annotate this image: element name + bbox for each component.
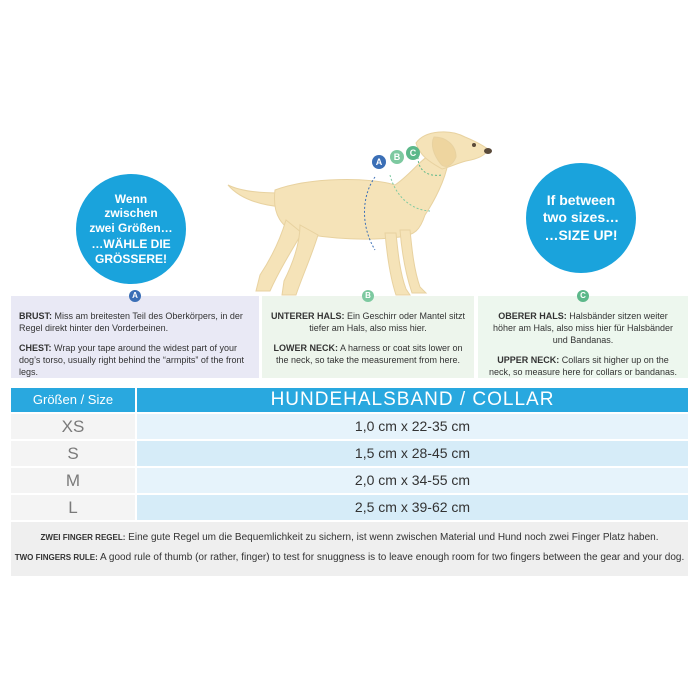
rule-en (11, 552, 688, 563)
panel-b-en (270, 342, 466, 366)
panel-c-en-label: UPPER NECK: (497, 355, 560, 365)
table-row (11, 414, 688, 439)
panel-a-de (19, 310, 251, 334)
bubble-de-line2: zwischen (104, 206, 158, 221)
panel-a-de-label: BRUST: (19, 311, 52, 321)
panel-c-letter: C (577, 290, 589, 302)
panel-chest (11, 291, 259, 378)
table-row (11, 468, 688, 493)
panel-c-en-text: Collars sit higher up on the neck, so measure here for collars or bandanas. (488, 355, 678, 377)
table-row (11, 441, 688, 466)
rule-en-label: TWO FINGERS RULE: (14, 553, 98, 562)
bubble-en-line1: If between (546, 191, 616, 208)
panel-b-de-text: Ein Geschirr oder Mantel sitzt tiefer am Hals, also miss hier. (309, 311, 466, 333)
panel-b-de-label: UNTERER HALS: (270, 311, 345, 321)
panel-a-de-text: Miss am breitesten Teil des Oberkörpers, in der Regel direkt hinter den Vorderbeinen. (19, 311, 243, 333)
panel-b-en-label: LOWER NECK: (273, 343, 338, 353)
panel-a-en-text: Wrap your tape around the widest part of your dog’s torso, usually right behind the “armpits” of the front legs. (19, 343, 244, 377)
bubble-de-line3: zwei Größen… (89, 220, 173, 235)
table-row (11, 495, 688, 520)
panel-c-en (486, 354, 680, 378)
dog-illustration (220, 115, 500, 305)
bubble-de-bold1: …WÄHLE DIE (91, 237, 171, 252)
panel-upper-neck (478, 291, 688, 378)
rule-en-text: A good rule of thumb (or rather, finger) to test for snuggness is to leave enough room for two fingers between the gear and your dog. (97, 552, 685, 563)
collar-cell: 2,0 cm x 34-55 cm (137, 468, 688, 493)
collar-column-header: HUNDEHALSBAND / COLLAR (137, 388, 688, 412)
panel-b-de (270, 310, 466, 334)
size-cell: S (11, 441, 135, 466)
rule-de-text: Eine gute Regel um die Bequemlichkeit zu sichern, ist wenn zwischen Material und Hund noch zwei Finger Platz haben. (125, 532, 659, 543)
collar-cell: 2,5 cm x 39-62 cm (137, 495, 688, 520)
panel-c-de-label: OBERER HALS: (498, 311, 567, 321)
size-cell: M (11, 468, 135, 493)
panel-a-letter: A (129, 290, 141, 302)
size-column-header: Größen / Size (11, 388, 135, 412)
collar-cell: 1,5 cm x 28-45 cm (137, 441, 688, 466)
size-cell: L (11, 495, 135, 520)
bubble-de-bold2: GRÖSSERE! (94, 251, 167, 266)
size-cell: XS (11, 414, 135, 439)
bubble-de-line1: Wenn (114, 192, 148, 207)
panel-a-en-label: CHEST: (19, 343, 52, 353)
marker-b: B (390, 150, 404, 164)
bubble-en-line2: two sizes… (542, 208, 620, 225)
bubble-en-bold: …SIZE UP! (544, 227, 618, 244)
panel-a-en (19, 342, 251, 378)
marker-a: A (372, 155, 386, 169)
size-up-bubble-en (527, 164, 635, 272)
panel-c-de-text: Halsbänder sitzen weiter höher am Hals, also miss hier für Halsbänder und Bandanas. (492, 311, 674, 345)
size-up-bubble-de (77, 175, 185, 283)
rule-de (11, 532, 688, 543)
marker-c: C (406, 146, 420, 160)
rule-de-label: ZWEI FINGER REGEL: (40, 533, 126, 542)
panel-c-de (486, 310, 680, 346)
panel-b-letter: B (362, 290, 374, 302)
two-finger-rule-box (11, 522, 688, 576)
panel-b-en-text: A harness or coat sits lower on the neck, so take the measurement from here. (275, 343, 463, 365)
panel-lower-neck (262, 291, 474, 378)
collar-cell: 1,0 cm x 22-35 cm (137, 414, 688, 439)
